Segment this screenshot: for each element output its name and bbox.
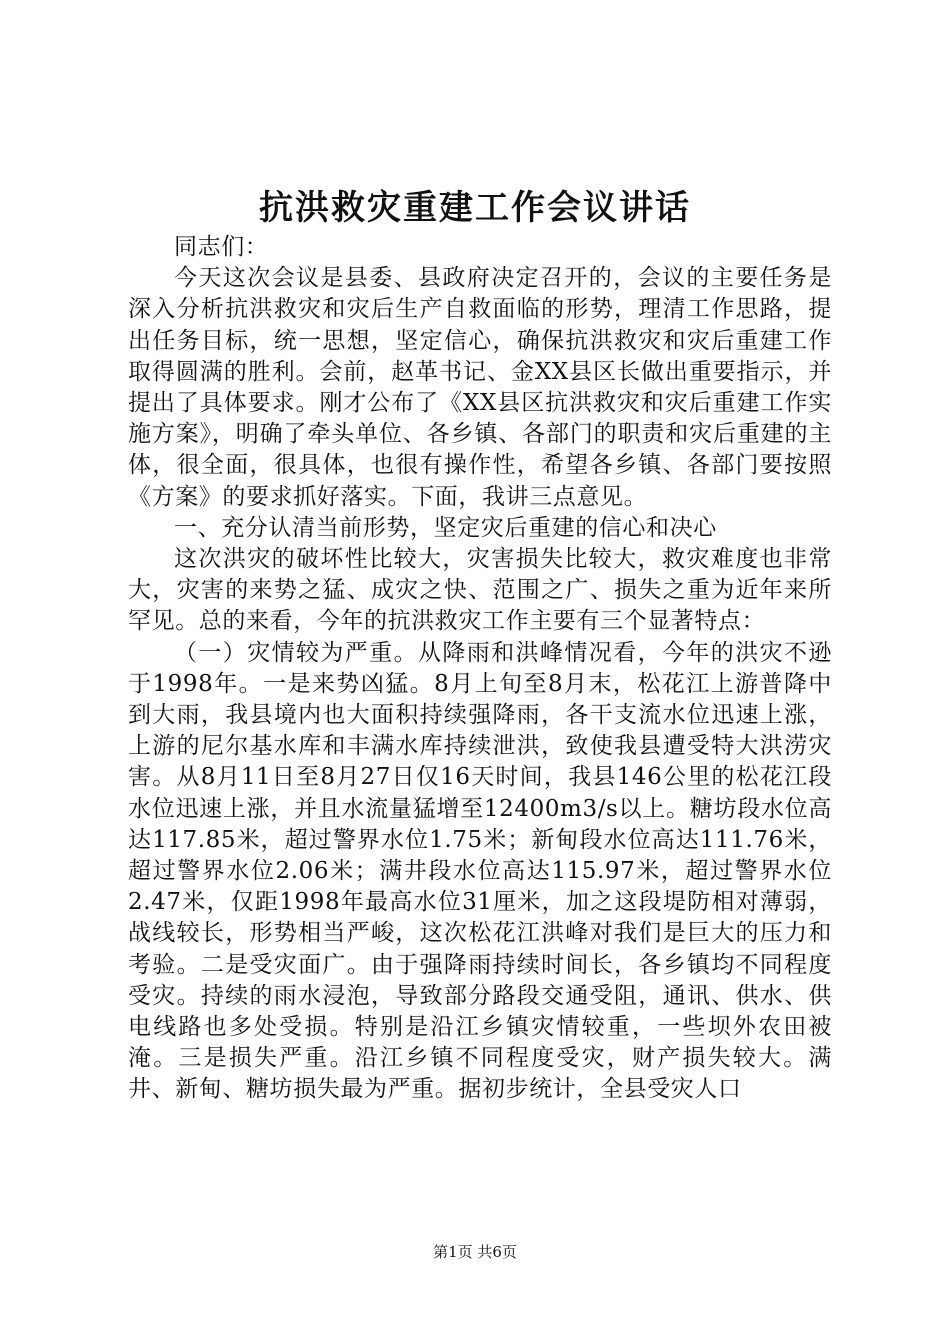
section-heading: 一、充分认清当前形势，坚定灾后重建的信心和决心 bbox=[174, 514, 717, 541]
body-paragraph: 这次洪灾的破坏性比较大，灾害损失比较大，救灾难度也非常大，灾害的来势之猛、成灾之快、范围之广、损失之重为近年来所罕见。总的来看，今年的抗洪救灾工作主要有三个显著特点： bbox=[128, 546, 832, 635]
document-title: 抗洪救灾重建工作会议讲话 bbox=[259, 188, 691, 228]
page-footer: 第1页 共6页 bbox=[433, 1243, 517, 1261]
body-paragraph: （一）灾情较为严重。从降雨和洪峰情况看，今年的洪灾不逊于1998年。一是来势凶猛。8月上旬至8月末，松花江上游普降中到大雨，我县境内也大面积持续强降雨，各干支流水位迅速上涨，上游的尼尔基水库和丰满水库持续泄洪，致使我县遭受特大洪涝灾害。从8月11日至8月27日仅16天时间，我县146公里的松花江段水位迅速上涨，并且水流量猛增至12400m3/s以上。糖坊段水位高达117.85米，超过警界水位1.75米；新甸段水位高达111.76米，超过警界水位2.06米；满井段水位高达115.97米，超过警界水位2.47米，仅距1998年最高水位31厘米，加之这段堤防相对薄弱，战线较长，形势相当严峻，这次松花江洪峰对我们是巨大的压力和考验。二是受灾面广。由于强降雨持续时间长，各乡镇均不同程度受灾。持续的雨水浸泡，导致部分路段交通受阻，通讯、供水、供电线路也多处受损。特别是沿江乡镇灾情较重，一些坝外农田被淹。三是损失严重。沿江乡镇不同程度受灾，财产损失较大。满井、新甸、糖坊损失最为严重。据初步统计，全县受灾人口 bbox=[128, 639, 833, 1103]
intro-paragraph: 今天这次会议是县委、县政府决定召开的，会议的主要任务是深入分析抗洪救灾和灾后生产自救面临的形势，理清工作思路，提出任务目标，统一思想，坚定信心，确保抗洪救灾和灾后重建工作取得圆满的胜利。会前，赵革书记、金XX县区长做出重要指示，并提出了具体要求。刚才公布了《XX县区抗洪救灾和灾后重建工作实施方案》，明确了牵头单位、各乡镇、各部门的职责和灾后重建的主体，很全面，很具体，也很有操作性，希望各乡镇、各部门要按照《方案》的要求抓好落实。下面，我讲三点意见。 bbox=[128, 265, 832, 510]
document-body bbox=[128, 232, 832, 1106]
salutation-paragraph: 同志们： bbox=[174, 234, 269, 260]
